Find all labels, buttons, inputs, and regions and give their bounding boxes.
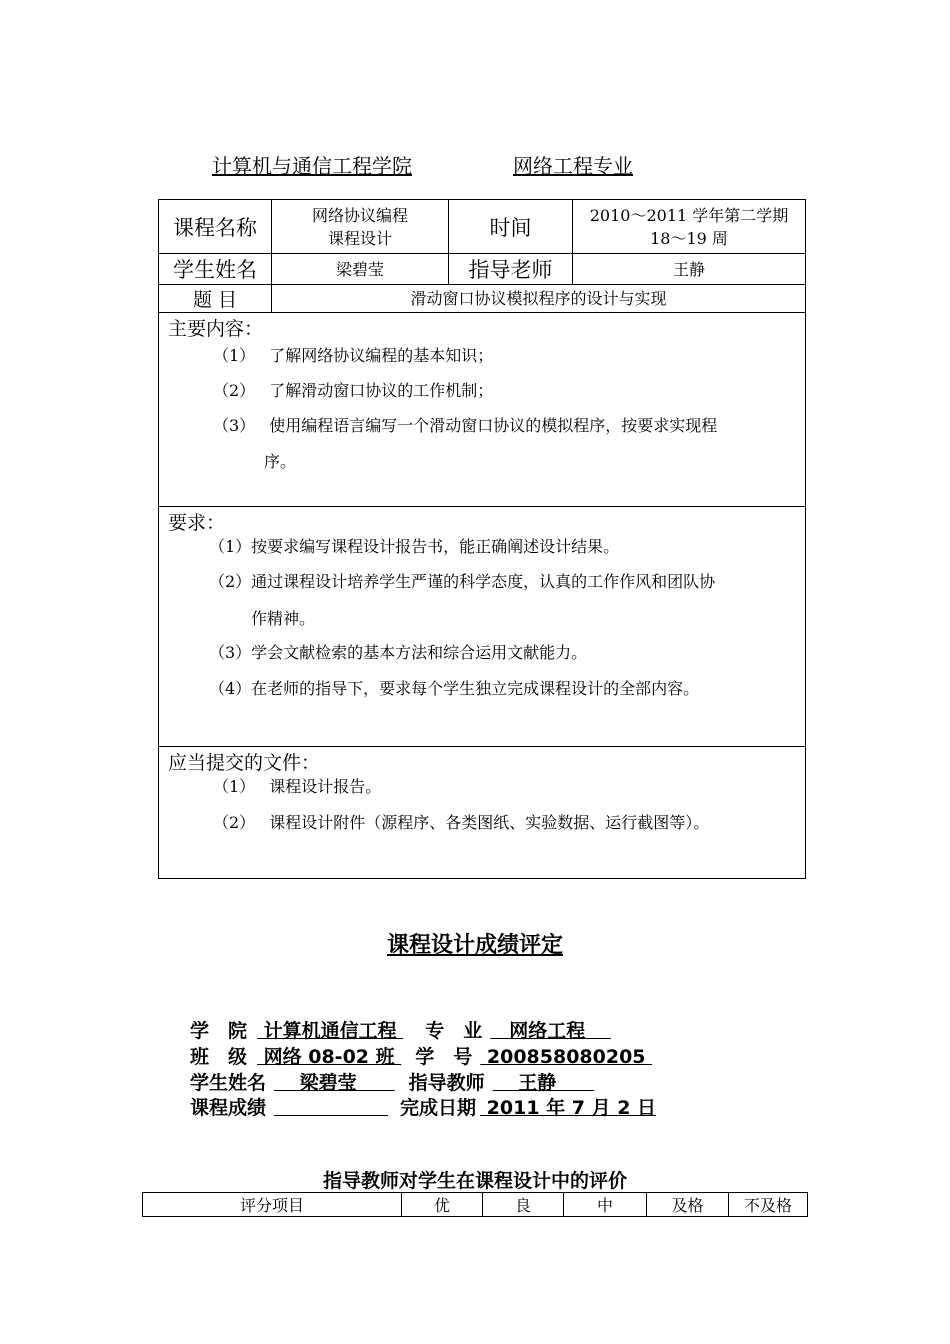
major-value: 网络工程: [490, 1020, 611, 1042]
list-item: （1） 了解网络协议编程的基本知识；: [213, 346, 494, 365]
id-label: 学 号: [415, 1046, 473, 1068]
table-header-cell: 中: [564, 1193, 647, 1217]
grade-value: [274, 1097, 388, 1119]
list-item-continuation: 作精神。: [251, 609, 316, 628]
time-label: 时间: [449, 200, 573, 254]
table-header-cell: 良: [483, 1193, 564, 1217]
info-row-college: [190, 1016, 611, 1043]
grade-label: 课程成绩: [190, 1097, 267, 1119]
course-value: 网络协议编程 课程设计: [272, 200, 449, 254]
student-value: 梁碧莹: [272, 254, 449, 285]
requirements-title: 要求：: [168, 512, 226, 534]
course-label: 课程名称: [159, 200, 272, 254]
task-table: [158, 199, 806, 879]
evaluation-title: 指导教师对学生在课程设计中的评价: [322, 1170, 627, 1192]
list-item: （3）学会文献检索的基本方法和综合运用文献能力。: [209, 643, 588, 662]
class-label: 班 级: [190, 1046, 248, 1068]
table-header-cell: 评分项目: [143, 1193, 402, 1217]
college-name: 计算机与通信工程学院: [212, 154, 412, 178]
table-header-cell: 不及格: [729, 1193, 808, 1217]
grade-section-title: 课程设计成绩评定: [386, 933, 563, 958]
submissions-title: 应当提交的文件：: [168, 752, 321, 774]
college-label: 学 院: [190, 1020, 248, 1042]
time-value: 2010～2011 学年第二学期 18～19 周: [573, 200, 806, 254]
list-item: （3） 使用编程语言编写一个滑动窗口协议的模拟程序，按要求实现程: [213, 416, 718, 435]
topic-label: 题 目: [159, 285, 272, 313]
list-item-continuation: 序。: [264, 452, 297, 471]
advisor-label: 指导老师: [449, 254, 573, 285]
id-value: 200858080205: [480, 1046, 653, 1068]
date-value: 2011 年 7 月 2 日: [480, 1097, 657, 1119]
major-label: 专 业: [425, 1020, 483, 1042]
student-name-label: 学生姓名: [190, 1072, 267, 1094]
info-row-grade: [190, 1093, 656, 1120]
info-row-student: [190, 1068, 594, 1095]
class-value: 网络 08-02 班: [257, 1046, 402, 1068]
student-name-value: 梁碧莹: [274, 1072, 395, 1094]
evaluation-table: [142, 1192, 808, 1217]
student-label: 学生姓名: [159, 254, 272, 285]
topic-value: 滑动窗口协议模拟程序的设计与实现: [272, 285, 806, 313]
list-item: （4）在老师的指导下，要求每个学生独立完成课程设计的全部内容。: [209, 679, 700, 698]
list-item: （2） 课程设计附件（源程序、各类图纸、实验数据、运行截图等）。: [213, 813, 710, 832]
list-item: （1） 课程设计报告。: [213, 777, 382, 796]
table-header-cell: 优: [402, 1193, 483, 1217]
requirements-section: [159, 507, 806, 747]
info-row-class: [190, 1042, 652, 1069]
submissions-section: [159, 747, 806, 879]
advisor-name-label: 指导教师: [408, 1072, 485, 1094]
table-row: [143, 1193, 808, 1217]
list-item: （1）按要求编写课程设计报告书，能正确阐述设计结果。: [209, 537, 620, 556]
list-item: （2） 了解滑动窗口协议的工作机制；: [213, 381, 494, 400]
major-name: 网络工程专业: [513, 154, 633, 178]
advisor-name-value: 王静: [492, 1072, 595, 1094]
list-item: （2）通过课程设计培养学生严谨的科学态度，认真的工作作风和团队协: [209, 572, 716, 591]
table-header-cell: 及格: [647, 1193, 729, 1217]
college-value: 计算机通信工程: [257, 1020, 404, 1042]
advisor-value: 王静: [573, 254, 806, 285]
date-label: 完成日期: [400, 1097, 477, 1119]
main-content-title: 主要内容：: [168, 318, 264, 340]
main-content-section: [159, 313, 806, 507]
